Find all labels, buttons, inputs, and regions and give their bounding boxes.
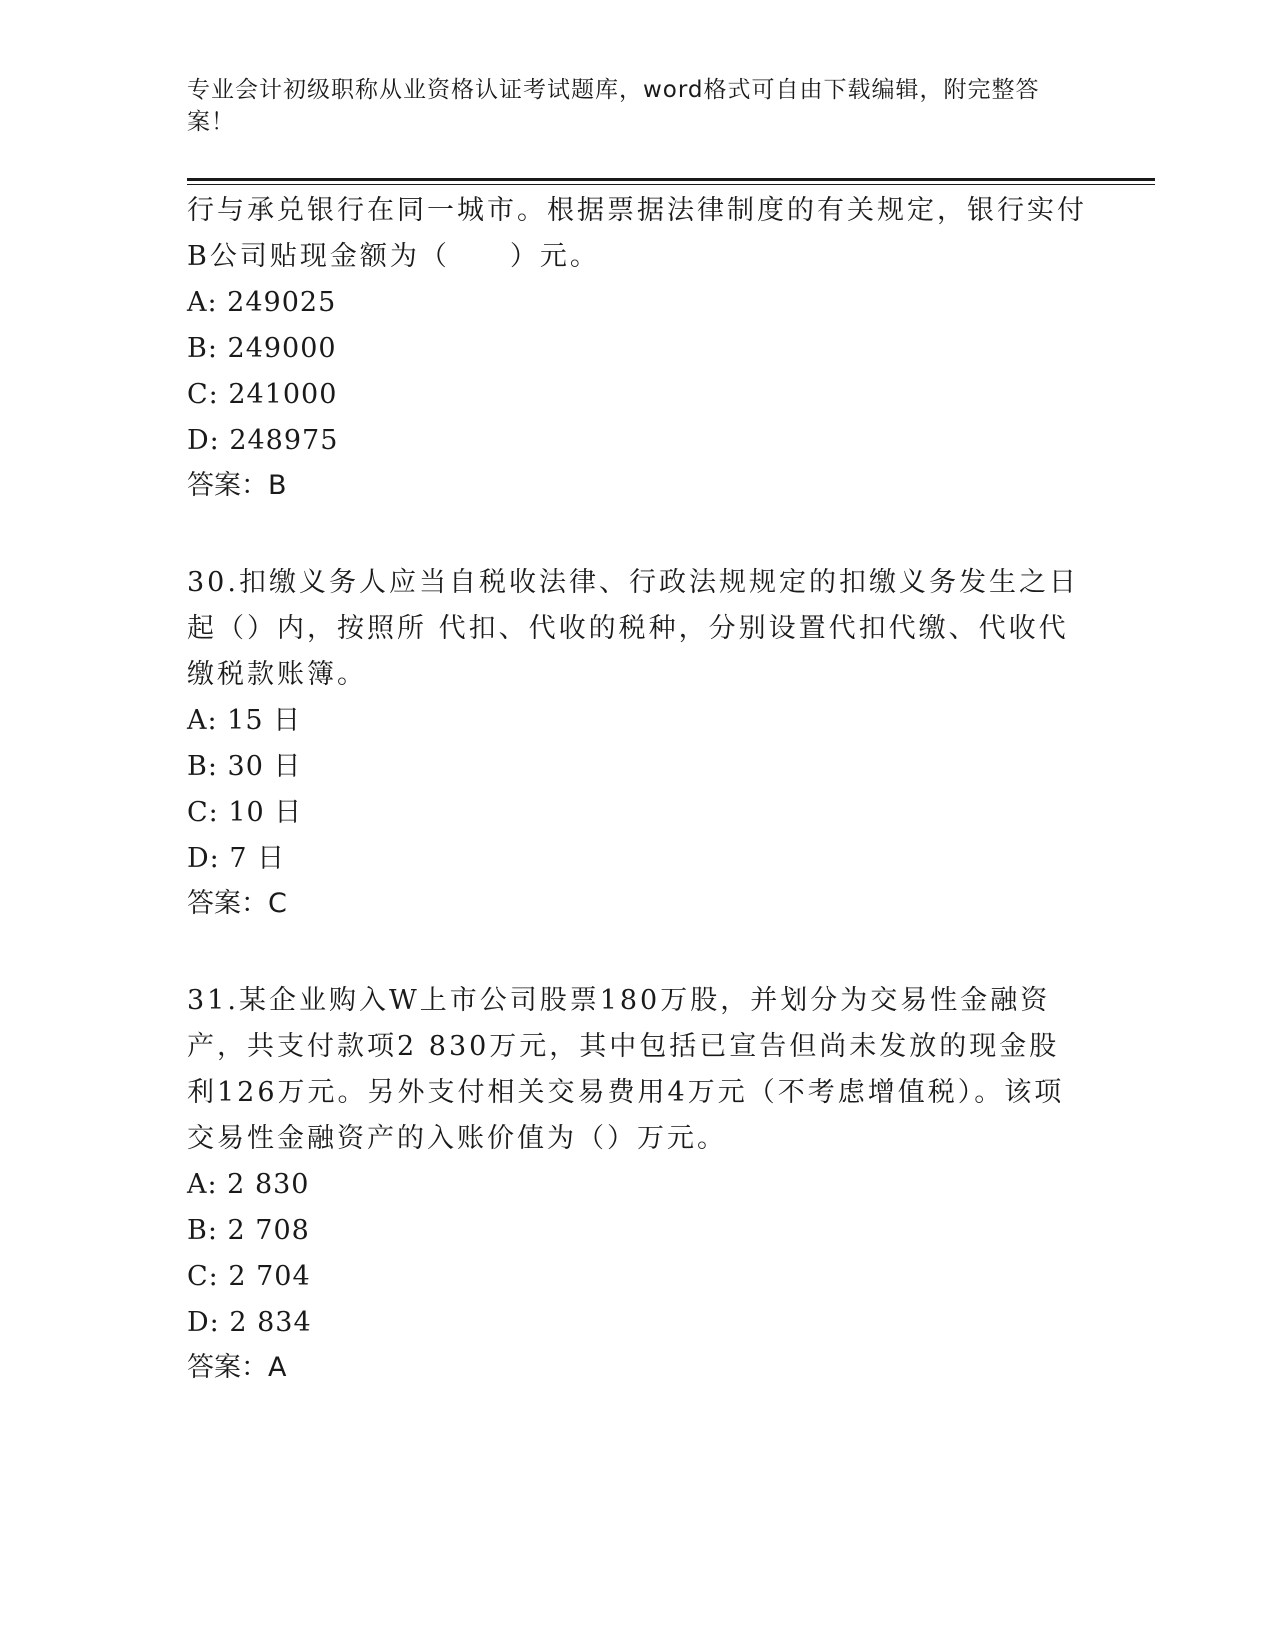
- header-note: 专业会计初级职称从业资格认证考试题库，word格式可自由下载编辑，附完整答案！: [187, 77, 1040, 135]
- answer: 答案：C: [187, 888, 287, 919]
- question-text: 30.扣缴义务人应当自税收法律、行政法规规定的扣缴义务发生之日起（）内，按照所 代扣、代收的税种，分别设置代扣代缴、代收代缴税款账簿。: [187, 567, 1079, 690]
- option-b: B: 249000: [187, 333, 337, 364]
- header-rule-thick: [187, 178, 1155, 181]
- answer: 答案：A: [187, 1352, 287, 1383]
- option-a: A: 249025: [187, 287, 337, 318]
- question-list: [187, 188, 1087, 1390]
- question-text: 行与承兑银行在同一城市。根据票据法律制度的有关规定，银行实付B公司贴现金额为（ ）元。: [187, 195, 1087, 272]
- option-d: D: 2 834: [187, 1307, 312, 1338]
- question-30: [187, 560, 1087, 926]
- question-31: [187, 978, 1087, 1390]
- option-b: B: 2 708: [187, 1215, 310, 1246]
- header-rule-thin: [187, 184, 1155, 185]
- option-d: D: 7 日: [187, 843, 286, 874]
- question-29: [187, 188, 1087, 508]
- spacer: [187, 926, 1087, 978]
- answer: 答案：B: [187, 470, 287, 501]
- option-b: B: 30 日: [187, 751, 302, 782]
- option-a: A: 2 830: [187, 1169, 310, 1200]
- option-d: D: 248975: [187, 425, 339, 456]
- option-c: C: 241000: [187, 379, 338, 410]
- option-a: A: 15 日: [187, 705, 302, 736]
- question-text: 31.某企业购入W上市公司股票180万股，并划分为交易性金融资产，共支付款项2 830万元，其中包括已宣告但尚未发放的现金股利126万元。另外支付相关交易费用4万元（不考虑增值税）。该项交易性金融资产的入账价值为（）万元。: [187, 985, 1065, 1154]
- option-c: C: 10 日: [187, 797, 303, 828]
- option-c: C: 2 704: [187, 1261, 311, 1292]
- spacer: [187, 508, 1087, 560]
